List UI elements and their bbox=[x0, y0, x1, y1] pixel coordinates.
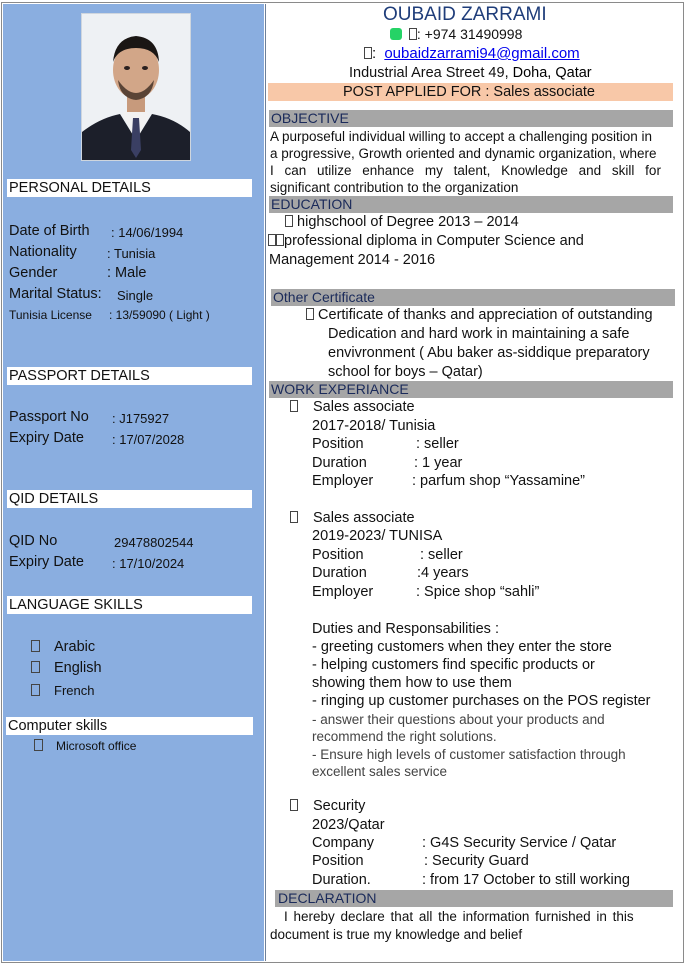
bullet-icon bbox=[285, 215, 293, 227]
license-label: Tunisia License bbox=[9, 308, 92, 322]
email-line bbox=[364, 45, 580, 62]
passport-no-label: Passport No bbox=[9, 409, 89, 425]
address-street: Industrial Area Street 49, bbox=[349, 65, 513, 81]
bullet-icon bbox=[290, 799, 298, 811]
bullet-icon bbox=[31, 640, 40, 652]
duty-line: showing them how to use them bbox=[312, 675, 512, 691]
phone-number: : +974 31490998 bbox=[416, 26, 523, 42]
qid-no-value: 29478802544 bbox=[114, 535, 194, 550]
job-company-label: Company bbox=[312, 835, 375, 851]
job-period: 2023/Qatar bbox=[312, 817, 385, 833]
job-employer-value: : Spice shop “sahli” bbox=[416, 584, 540, 600]
job-duration-label: Duration bbox=[312, 565, 367, 581]
duties-heading: Duties and Responsabilities : bbox=[312, 621, 499, 637]
job-period: 2019-2023/ TUNISA bbox=[312, 528, 443, 544]
job-duration-value: : from 17 October to still working bbox=[422, 872, 630, 888]
passport-expiry-value: : 17/07/2028 bbox=[112, 432, 185, 447]
certificate-line: school for boys – Qatar) bbox=[328, 364, 483, 380]
bullet-icon bbox=[306, 308, 314, 320]
phone-line bbox=[390, 26, 522, 42]
education-item-cont: Management 2014 - 2016 bbox=[269, 252, 436, 268]
qid-no-label: QID No bbox=[9, 533, 58, 549]
bullet-icon bbox=[268, 234, 276, 246]
candidate-name: OUBAID ZARRAMI bbox=[383, 4, 547, 25]
job-position-label: Position bbox=[312, 436, 364, 452]
language-skills-heading: LANGUAGE SKILLS bbox=[7, 596, 252, 614]
duty-line: - helping customers find specific products or bbox=[312, 657, 595, 673]
computer-skill-item: Microsoft office bbox=[34, 739, 136, 753]
bullet-icon bbox=[31, 661, 40, 673]
column-divider bbox=[265, 4, 266, 961]
objective-heading: OBJECTIVE bbox=[269, 110, 673, 127]
bullet-icon bbox=[290, 511, 298, 523]
language-item: English bbox=[31, 660, 102, 676]
gender-value: : Male bbox=[107, 265, 147, 281]
job-title: Sales associate bbox=[290, 510, 415, 526]
job-employer-label: Employer bbox=[312, 584, 374, 600]
job-position-value: : seller bbox=[420, 547, 463, 563]
nationality-label: Nationality bbox=[9, 244, 77, 260]
gender-label: Gender bbox=[9, 265, 58, 281]
qid-details-heading: QID DETAILS bbox=[7, 490, 252, 508]
email-icon bbox=[364, 47, 372, 59]
duty-line: recommend the right solutions. bbox=[312, 729, 497, 744]
whatsapp-icon bbox=[390, 28, 402, 40]
email-prefix: : bbox=[372, 45, 377, 62]
qid-expiry-label: Expiry Date bbox=[9, 554, 84, 570]
passport-expiry-label: Expiry Date bbox=[9, 430, 84, 446]
passport-no-value: : J175927 bbox=[112, 411, 170, 426]
job-duration-value: : 1 year bbox=[414, 455, 463, 471]
job-duration-label: Duration. bbox=[312, 872, 371, 888]
license-value: : 13/59090 ( Light ) bbox=[109, 308, 210, 322]
education-item: highschool of Degree 2013 – 2014 bbox=[285, 214, 519, 230]
language-item: Arabic bbox=[31, 639, 95, 655]
job-duration-label: Duration bbox=[312, 455, 367, 471]
address-line bbox=[349, 65, 592, 81]
bullet-icon bbox=[31, 684, 40, 696]
bullet-icon bbox=[276, 234, 284, 246]
work-experience-heading: WORK EXPERIANCE bbox=[269, 381, 673, 398]
certificate-heading: Other Certificate bbox=[271, 289, 675, 306]
post-applied: POST APPLIED FOR : Sales associate bbox=[343, 84, 595, 100]
declaration-heading: DECLARATION bbox=[275, 890, 673, 907]
bullet-icon bbox=[34, 739, 43, 751]
personal-details-heading: PERSONAL DETAILS bbox=[7, 179, 252, 197]
education-item: professional diploma in Computer Science and bbox=[268, 233, 584, 249]
declaration-text: I hereby declare that all the information furnished in this document is true my knowledge and belief bbox=[270, 909, 634, 942]
duty-line: - ringing up customer purchases on the POS register bbox=[312, 693, 651, 709]
job-employer-value: : parfum shop “Yassamine” bbox=[412, 473, 585, 489]
passport-details-heading: PASSPORT DETAILS bbox=[7, 367, 252, 385]
job-position-label: Position bbox=[312, 547, 364, 563]
phone-icon bbox=[409, 28, 417, 40]
certificate-line: envivronment ( Abu baker as-siddique preparatory bbox=[328, 345, 650, 361]
duty-line: - answer their questions about your products and bbox=[312, 712, 605, 727]
certificate-line: Dedication and hard work in maintaining a safe bbox=[328, 326, 630, 342]
qid-expiry-value: : 17/10/2024 bbox=[112, 556, 185, 571]
job-position-value: : seller bbox=[416, 436, 459, 452]
address-city: Doha, Qatar bbox=[512, 65, 592, 81]
job-title: Security bbox=[290, 798, 365, 814]
dob-value: : 14/06/1994 bbox=[111, 225, 184, 240]
job-position-label: Position bbox=[312, 853, 364, 869]
job-title: Sales associate bbox=[290, 399, 415, 415]
profile-photo bbox=[81, 13, 191, 161]
bullet-icon bbox=[290, 400, 298, 412]
job-duration-value: :4 years bbox=[417, 565, 469, 581]
marital-label: Marital Status: bbox=[9, 286, 102, 302]
objective-text: A purposeful individual willing to accept a challenging position in a progressive, Growth oriented and dynamic organization, where I can utilize enhance my talent, Knowledge and skill for significant contribution to the organization bbox=[270, 129, 661, 195]
language-item: French bbox=[31, 683, 94, 698]
email-link[interactable]: oubaidzarrami94@gmail.com bbox=[384, 45, 580, 62]
education-heading: EDUCATION bbox=[269, 196, 673, 213]
duty-line: - greeting customers when they enter the store bbox=[312, 639, 612, 655]
nationality-value: : Tunisia bbox=[107, 246, 156, 261]
marital-value: Single bbox=[117, 288, 154, 303]
duty-line: - Ensure high levels of customer satisfaction through bbox=[312, 747, 626, 762]
certificate-item: Certificate of thanks and appreciation of outstanding bbox=[306, 307, 653, 323]
duty-line: excellent sales service bbox=[312, 764, 448, 779]
job-position-value: : Security Guard bbox=[424, 853, 529, 869]
job-employer-label: Employer bbox=[312, 473, 374, 489]
computer-skills-heading: Computer skills bbox=[6, 717, 253, 735]
job-period: 2017-2018/ Tunisia bbox=[312, 418, 436, 434]
job-company-value: : G4S Security Service / Qatar bbox=[422, 835, 617, 851]
dob-label: Date of Birth bbox=[9, 223, 90, 239]
